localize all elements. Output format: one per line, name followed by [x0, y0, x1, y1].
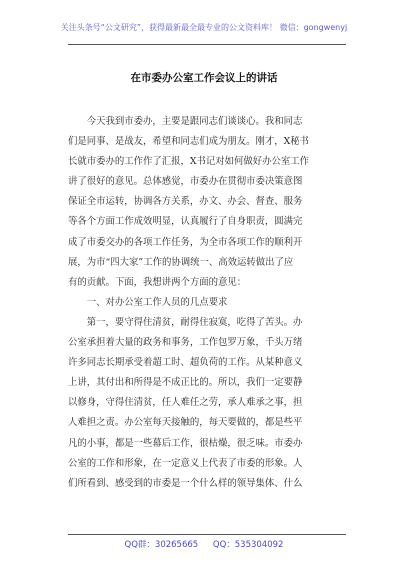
document-title: 在市委办公室工作会议上的讲话: [130, 72, 278, 84]
qq-group-text: QQ群：30265665: [124, 540, 199, 550]
document-body: [68, 112, 346, 494]
body-line: 们是同事、是战友，希望和同志们成为朋友。刚才，X秘书: [68, 136, 310, 148]
header-note: 关注头条号“公文研究”，获得最新最全最专业的公文资料库！ 微信：gongwenyj: [60, 23, 348, 32]
qq-text: QQ：535304092: [212, 540, 284, 550]
header-divider: [68, 44, 346, 45]
body-line: 讲了很好的意见。总体感觉，市委办在贯彻市委决策意图: [68, 176, 303, 188]
body-line: 许多同志长期承受着超工时、超负荷的工作。从某种意义: [68, 357, 303, 369]
body-line: 展，为市“四大家”工作的协调统一、高效运转做出了应: [68, 256, 294, 268]
body-line: 等各个方面工作成效明显，认真履行了自身职责，圆满完: [68, 216, 303, 228]
body-line: 保证全市运转，协调各方关系，办文、办会、督查、服务: [68, 196, 303, 208]
footer-divider: [68, 534, 346, 535]
body-line: 长就市委办的工作作了汇报，X书记对如何做好办公室工作: [68, 156, 310, 168]
body-line: 以修身，守得住清贫，任人难任之劳，承人难承之事，担: [68, 397, 303, 409]
body-line: 第一，要守得住清贫，耐得住寂寞，吃得了苦头。办: [68, 316, 303, 328]
body-line: 凡的小事，都是一些幕后工作，很枯燥，很乏味。市委办: [68, 437, 303, 449]
footer-contact: [0, 538, 408, 550]
body-line: 成了市委交办的各项工作任务，为全市各项工作的顺利开: [68, 236, 303, 248]
body-line: 上讲，其付出和所得是不成正比的。所以，我们一定要静: [68, 377, 303, 389]
body-line: 人难担之责。办公室每天接触的，每天要做的，都是些平: [68, 417, 303, 429]
section-heading: 一、对办公室工作人员的几点要求: [68, 296, 228, 308]
body-line: 们所看到、感受到的市委是一个什么样的领导集体、什么: [68, 477, 303, 489]
body-line: 公室的工作和形象，在一定意义上代表了市委的形象。人: [68, 457, 303, 469]
body-line: 有的贡献。下面，我想讲两个方面的意见：: [68, 276, 247, 288]
body-line: 今天我到市委办，主要是跟同志们谈谈心。我和同志: [68, 116, 303, 127]
body-line: 公室承担着大量的政务和事务，工作包罗万象，千头万绪: [68, 337, 303, 349]
